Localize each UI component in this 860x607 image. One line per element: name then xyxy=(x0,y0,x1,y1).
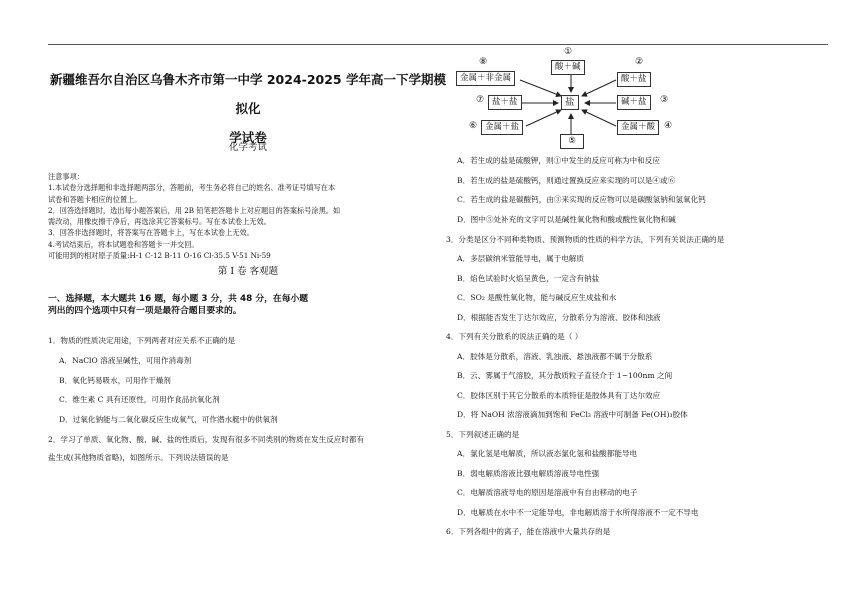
q2-option-d: D．图中⑤处补充的文字可以是碱性氧化物和酸或酸性氧化物和碱 xyxy=(457,215,676,224)
notes-heading: 注意事项： xyxy=(48,172,84,181)
q2-stem-line-1: 2．学习了单质、氧化物、酸、碱、盐的性质后，发现有很多不同类别的物质在发生反应时都有 xyxy=(48,435,365,444)
note-line: 需改动，用橡皮擦干净后，再选涂其它答案标号。写在本试卷上无效。 xyxy=(48,217,271,227)
note-line: 3．回答非选择题时，将答案写在答题卡上，写在本试卷上无效。 xyxy=(48,228,254,238)
q1-option-d: D．过氧化钠能与二氧化碳反应生成氧气，可作潜水艇中的供氧剂 xyxy=(59,415,278,424)
note-line: 试卷和答题卡相应的位置上。 xyxy=(48,194,142,204)
center-salt-box: 盐 xyxy=(561,95,579,110)
note-line: 2．回答选择题时，选出每小题答案后，用 2B 铅笔把答题卡上对应题目的答案标号涂黑。如 xyxy=(48,205,341,215)
q4-option-c: C．胶体区别于其它分散系的本质特征是胶体具有丁达尔效应 xyxy=(457,391,661,400)
q6-stem: 6．下列各组中的离子，能在溶液中大量共存的是 xyxy=(446,527,611,536)
q2-option-a: A．若生成的盐是硫酸钾，则①中发生的反应可称为中和反应 xyxy=(457,156,660,165)
node-4-box: 金属＋酸 xyxy=(617,120,659,135)
q5-option-d: D．电解质在水中不一定能导电，非电解质溶于水所得溶液不一定不导电 xyxy=(457,508,699,517)
section-heading xyxy=(48,293,448,317)
node-3-box: 碱＋盐 xyxy=(617,95,651,110)
node-7-number: ⑦ xyxy=(476,95,485,105)
node-3-number: ③ xyxy=(660,95,669,105)
q3-option-b: B．焰色试验时火焰呈黄色，一定含有钠盐 xyxy=(457,274,600,283)
note-line: 1.本试卷分选择题和非选择题两部分，答题前，考生务必将自己的姓名、准考证号填写在本 xyxy=(48,183,336,193)
q4-stem: 4．下列有关分散系的说法正确的是（ ） xyxy=(446,332,583,341)
q5-option-b: B．弱电解质溶液比强电解质溶液导电性强 xyxy=(457,469,600,478)
q1-option-c: C．维生素 C 具有还原性，可用作食品抗氧化剂 xyxy=(59,395,220,404)
node-6-number: ⑥ xyxy=(469,121,478,131)
q1-stem: 1．物质的性质决定用途，下列两者对应关系不正确的是 xyxy=(48,336,236,345)
node-7-box: 盐＋盐 xyxy=(488,95,522,110)
node-8-box: 金属＋非金属 xyxy=(456,71,515,86)
node-5-box: ⑤ xyxy=(560,134,584,149)
q3-option-c: C．SO₂ 是酸性氧化物，能与碱反应生成盐和水 xyxy=(457,293,617,302)
section-heading-line-2: 列出的四个选项中只有一项是最符合题目要求的。 xyxy=(48,306,242,316)
q2-stem-line-2: 盐生成(其他物质省略)，如图所示。下列说法错误的是 xyxy=(48,453,229,462)
title-line-1: 新疆维吾尔自治区乌鲁木齐市第一中学 2024-2025 学年高一下学期模拟化 xyxy=(50,72,446,116)
node-1-number: ① xyxy=(564,47,573,57)
q3-option-a: A．多层碳纳米管能导电，属于电解质 xyxy=(457,254,584,263)
q2-option-b: B．若生成的盐是硫酸钙，则通过置换反应来实现的可以是④或⑥ xyxy=(457,176,676,185)
q5-option-c: C．电解质溶液导电的原因是溶液中有自由移动的电子 xyxy=(457,488,638,497)
salt-formation-diagram xyxy=(440,44,700,146)
q2-option-c: C．若生成的盐是碳酸钙，由③来实现的反应物可以是碳酸氢钠和氢氧化钙 xyxy=(457,195,706,204)
q5-stem: 5．下列叙述正确的是 xyxy=(446,430,520,439)
note-line: 4.考试结束后，将本试题卷和答题卡一并交回。 xyxy=(48,239,199,249)
q4-option-d: D．将 NaOH 浓溶液滴加到饱和 FeCl₃ 溶液中可制备 Fe(OH)₃胶体 xyxy=(457,410,688,419)
node-6-box: 金属＋盐 xyxy=(481,120,523,135)
section-heading-line-1: 一、选择题，本大题共 16 题，每小题 3 分，共 48 分，在每小题 xyxy=(48,294,309,304)
title-line-2: 学试卷 xyxy=(229,130,267,145)
node-2-number: ② xyxy=(635,57,644,67)
q3-option-d: D．根据能否发生丁达尔效应，分散系分为溶液、胶体和浊液 xyxy=(457,313,661,322)
node-1-box: 酸＋碱 xyxy=(551,60,585,75)
node-8-number: ⑧ xyxy=(479,57,488,67)
q1-option-a: A．NaClO 溶液呈碱性，可用作消毒剂 xyxy=(59,356,192,365)
q4-option-b: B．云、雾属于气溶胶，其分散质粒子直径介于 1~100nm 之间 xyxy=(457,371,673,380)
q1-option-b: B．氧化钙易吸水，可用作干燥剂 xyxy=(59,376,171,385)
q3-stem: 3．分类是区分不同种类物质、预测物质的性质的科学方法，下列有关说法正确的是 xyxy=(446,235,725,244)
notes-block xyxy=(48,171,448,261)
q5-option-a: A．氯化氢是电解质，所以液态氯化氢和盐酸都能导电 xyxy=(457,449,638,458)
header-rule xyxy=(48,44,828,45)
exam-subtitle: 化学考试 xyxy=(228,142,267,153)
node-4-number: ④ xyxy=(664,121,673,131)
volume-title: 第 Ⅰ 卷 客观题 xyxy=(217,266,279,277)
q4-option-a: A．胶体是分散系，溶液、乳浊液、悬浊液都不属于分散系 xyxy=(457,352,653,361)
note-line: 可能用到的相对原子质量:H-1 C-12 B-11 O-16 Cl-35.5 V-51 Ni-59 xyxy=(48,251,271,261)
node-2-box: 酸＋盐 xyxy=(617,72,651,87)
